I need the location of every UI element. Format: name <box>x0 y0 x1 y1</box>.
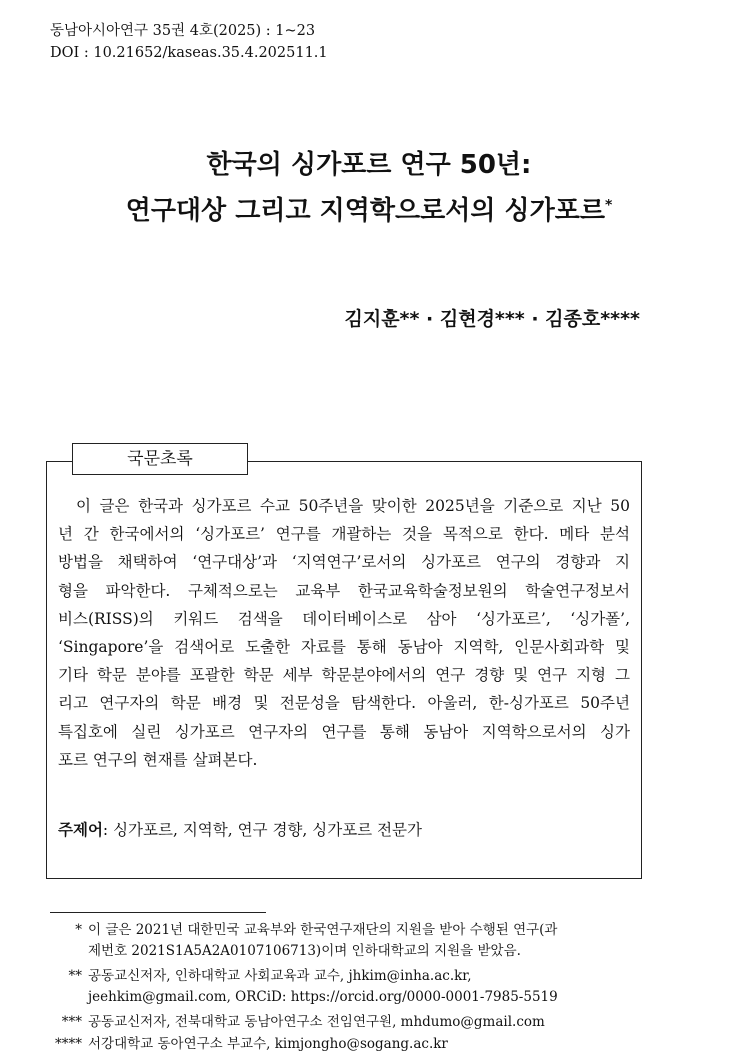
footnote-3 <box>50 1012 710 1033</box>
abstract-line: 비스(RISS)의 키워드 검색을 데이터베이스로 삼아 ‘싱가포르’, ‘싱가폴’, <box>58 609 630 628</box>
abstract-line: ‘Singapore’을 검색어로 도출한 자료를 통해 동남아 지역학, 인문사회과학 및 <box>58 638 630 657</box>
abstract-line: 리고 연구자의 학문 배경 및 전문성을 탐색한다. 아울러, 한-싱가포르 50주년 <box>58 694 630 713</box>
keywords-label: 주제어 <box>58 821 103 839</box>
abstract-line: 포르 연구의 현재를 살펴본다. <box>58 750 258 769</box>
footnote-2 <box>50 966 710 1008</box>
footnote-text: 공동교신저자, 전북대학교 동남아연구소 전임연구원, mhdumo@gmail.com <box>88 1014 545 1030</box>
footnote-mark: **** <box>55 1036 82 1052</box>
keywords <box>58 818 422 840</box>
footnote-1 <box>50 920 710 962</box>
abstract-body <box>58 492 630 774</box>
abstract-line: 년 간 한국에서의 ‘싱가포르’ 연구를 개괄하는 것을 목적으로 한다. 메타 분석 <box>58 525 630 544</box>
footnote-mark: * <box>75 922 82 938</box>
abstract-line: 이 글은 한국과 싱가포르 수교 50주년을 맞이한 2025년을 기준으로 지난 50 <box>76 497 630 515</box>
author-list: 김지훈** · 김현경*** · 김종호**** <box>344 308 640 330</box>
title-line-2-text: 연구대상 그리고 지역학으로서의 싱가포르 <box>125 196 605 226</box>
footnote-text: 공동교신저자, 인하대학교 사회교육과 교수, jhkim@inha.ac.kr, <box>88 968 472 984</box>
footnote-text: 서강대학교 동아연구소 부교수, kimjongho@sogang.ac.kr <box>88 1036 448 1052</box>
abstract-label: 국문초록 <box>72 443 248 475</box>
footnote-4 <box>50 1034 710 1055</box>
title-line-2 <box>0 194 738 228</box>
abstract-line: 기타 학문 분야를 포괄한 학문 세부 학문분야에서의 연구 경향 및 연구 지형 그 <box>58 666 630 685</box>
abstract-line: 형을 파악한다. 구체적으로는 교육부 한국교육학술정보원의 학술연구정보서 <box>58 581 630 600</box>
journal-citation: 동남아시아연구 35권 4호(2025) : 1~23 <box>50 23 316 39</box>
footnote-text: jeehkim@gmail.com, ORCiD: https://orcid.org/0000-0001-7985-5519 <box>88 989 558 1005</box>
footnote-mark: *** <box>61 1014 82 1030</box>
abstract-line: 방법을 채택하여 ‘연구대상’과 ‘지역연구’로서의 싱가포르 연구의 경향과 지 <box>58 553 630 572</box>
abstract-line: 특집호에 실린 싱가포르 연구자의 연구를 통해 동남아 지역학으로서의 싱가 <box>58 722 630 741</box>
doi-line: DOI : 10.21652/kaseas.35.4.202511.1 <box>50 45 328 61</box>
keywords-list: : 싱가포르, 지역학, 연구 경향, 싱가포르 전문가 <box>102 821 423 839</box>
footnote-text: 이 글은 2021년 대한민국 교육부와 한국연구재단의 지원을 받아 수행된 연구(과 <box>88 922 558 938</box>
footnote-text: 제번호 2021S1A5A2A0107106713)이며 인하대학교의 지원을 받았음. <box>88 943 521 959</box>
title-footnote-mark: * <box>604 197 613 214</box>
footnote-rule <box>50 912 266 913</box>
footnote-mark: ** <box>68 968 82 984</box>
title-line-1: 한국의 싱가포르 연구 50년: <box>206 150 532 180</box>
